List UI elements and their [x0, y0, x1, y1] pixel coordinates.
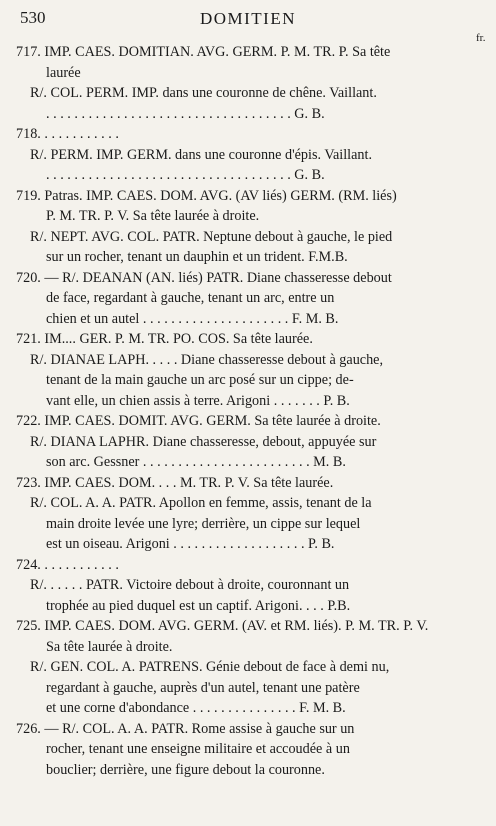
catalog-entry	[16, 42, 460, 124]
entry-text-line: trophée au pied duquel est un captif. Arigoni. . . . P.B.	[46, 597, 351, 614]
entry-text-line: est un oiseau. Arigoni . . . . . . . . . . . . . . . . . . . P. B.	[46, 536, 335, 552]
entry-heading-line: 720. — R/. DEANAN (AN. liés) PATR. Diane chasseresse debout	[16, 269, 392, 286]
entry-heading-line: 719. Patras. IMP. CAES. DOM. AVG. (AV liés) GERM. (RM. liés)	[16, 187, 397, 204]
catalog-entry	[16, 186, 460, 268]
catalog-entry	[16, 411, 460, 473]
catalog-entry	[16, 473, 460, 555]
entry-text-line: vant elle, un chien assis à terre. Arigoni . . . . . . . P. B.	[46, 392, 350, 409]
entry-text-line: regardant à gauche, auprès d'un autel, tenant une patère	[46, 679, 360, 696]
page-number: 530	[20, 8, 46, 27]
entry-text-line: R/. NEPT. AVG. COL. PATR. Neptune debout à gauche, le pied	[30, 228, 393, 245]
entry-text-line: rocher, tenant une enseigne militaire et accoudée à un	[46, 741, 350, 757]
page-header	[0, 6, 496, 30]
entry-text-line: Sa tête laurée à droite.	[46, 638, 173, 655]
entry-text-line: laurée	[46, 64, 81, 81]
entry-heading-line: 722. IMP. CAES. DOMIT. AVG. GERM. Sa tête laurée à droite.	[16, 413, 381, 429]
running-title: DOMITIEN	[199, 9, 297, 28]
entry-heading-line: 726. — R/. COL. A. A. PATR. Rome assise à gauche sur un	[16, 720, 355, 737]
entry-text-line: chien et un autel . . . . . . . . . . . . . . . . . . . . . F. M. B.	[46, 310, 339, 327]
entry-text-line: son arc. Gessner . . . . . . . . . . . . . . . . . . . . . . . . M. B.	[46, 454, 346, 470]
entry-text-line: R/. PERM. IMP. GERM. dans une couronne d'épis. Vaillant.	[30, 146, 372, 163]
catalog-entry	[16, 719, 460, 781]
margin-note: fr.	[476, 32, 486, 44]
entry-text-line: et une corne d'abondance . . . . . . . . . . . . . . . F. M. B.	[46, 700, 346, 716]
entry-text-line: R/. DIANA LAPHR. Diane chasseresse, debout, appuyée sur	[30, 433, 377, 450]
entry-text-line: R/. COL. PERM. IMP. dans une couronne de chêne. Vaillant.	[30, 85, 377, 101]
coin-catalog	[16, 42, 460, 780]
entry-heading-line: 717. IMP. CAES. DOMITIAN. AVG. GERM. P. M. TR. P. Sa tête	[16, 44, 391, 60]
entry-heading-line: 723. IMP. CAES. DOM. . . . M. TR. P. V. Sa tête laurée.	[16, 474, 334, 491]
catalog-entry	[16, 268, 460, 330]
entry-heading-line: 718. . . . . . . . . . . .	[16, 126, 119, 142]
entry-text-line: bouclier; derrière, une figure debout la couronne.	[46, 761, 325, 778]
entry-text-line: . . . . . . . . . . . . . . . . . . . . . . . . . . . . . . . . . . . G. B.	[46, 167, 325, 183]
catalog-entry	[16, 124, 460, 186]
entry-text-line: R/. . . . . . PATR. Victoire debout à droite, couronnant un	[30, 577, 350, 593]
catalog-entry	[16, 616, 460, 719]
entry-heading-line: 724. . . . . . . . . . . .	[16, 556, 119, 573]
catalog-entry	[16, 329, 460, 411]
entry-text-line: . . . . . . . . . . . . . . . . . . . . . . . . . . . . . . . . . . . G. B.	[46, 105, 325, 122]
entry-text-line: de face, regardant à gauche, tenant un arc, entre un	[46, 290, 335, 306]
entry-text-line: main droite levée une lyre; derrière, un cippe sur lequel	[46, 515, 361, 532]
entry-heading-line: 721. IM.... GER. P. M. TR. PO. COS. Sa tête laurée.	[16, 331, 313, 347]
catalog-entry	[16, 555, 460, 617]
entry-text-line: sur un rocher, tenant un dauphin et un trident. F.M.B.	[46, 249, 348, 265]
entry-text-line: P. M. TR. P. V. Sa tête laurée à droite.	[46, 208, 260, 224]
entry-text-line: tenant de la main gauche un arc posé sur un cippe; de-	[46, 372, 354, 388]
entry-text-line: R/. GEN. COL. A. PATRENS. Génie debout de face à demi nu,	[30, 659, 390, 675]
entry-heading-line: 725. IMP. CAES. DOM. AVG. GERM. (AV. et RM. liés). P. M. TR. P. V.	[16, 618, 429, 634]
entry-text-line: R/. COL. A. A. PATR. Apollon en femme, assis, tenant de la	[30, 495, 372, 511]
entry-text-line: R/. DIANAE LAPH. . . . . Diane chasseresse debout à gauche,	[30, 351, 384, 368]
